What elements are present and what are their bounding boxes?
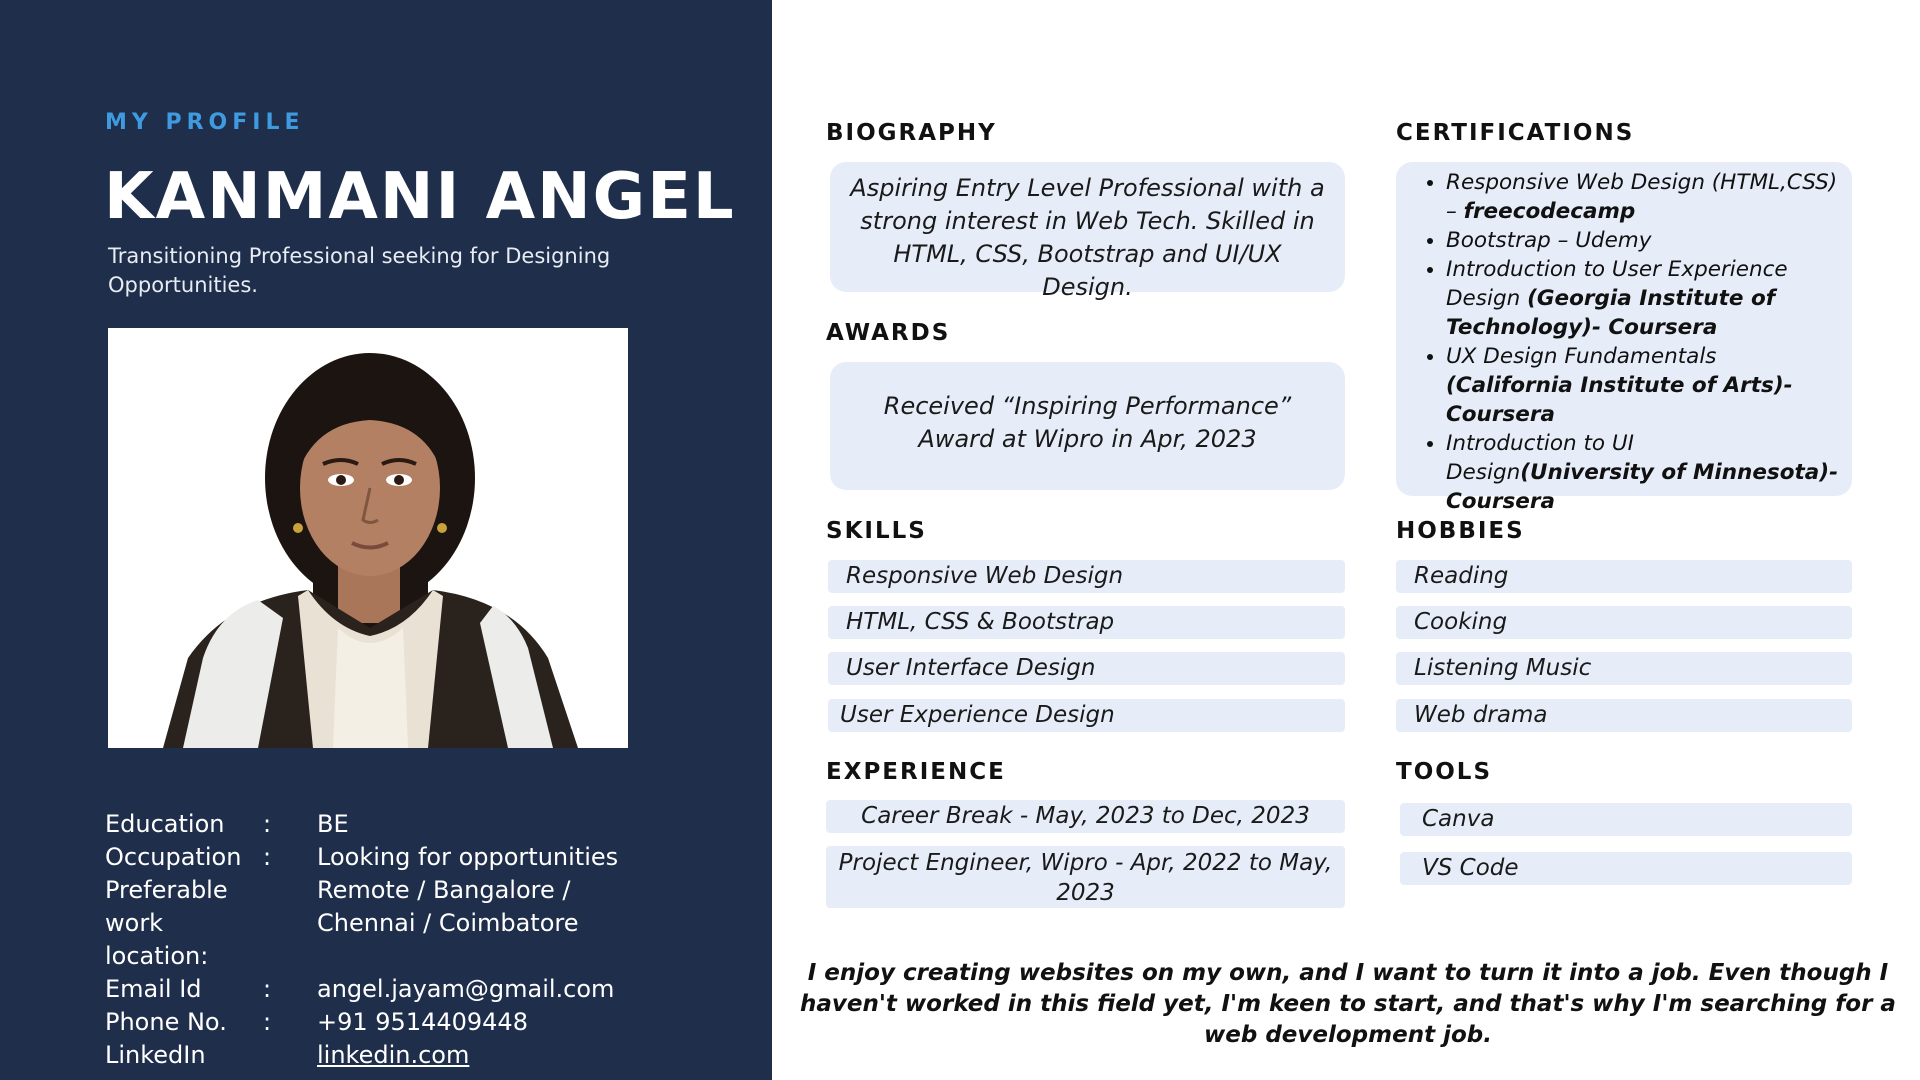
cert-item: [1446, 226, 1844, 255]
awards-text: Received “Inspiring Performance” Award at Wipro in Apr, 2023: [883, 392, 1292, 453]
tools-heading: TOOLS: [1396, 759, 1493, 785]
cert-item: [1446, 255, 1844, 342]
info-label: Education: [105, 810, 225, 838]
info-row-linkedin: [105, 1039, 745, 1072]
hobby-item: Cooking: [1396, 606, 1852, 639]
info-value: Remote / Bangalore /: [317, 876, 571, 904]
info-label: Occupation: [105, 843, 242, 871]
info-label: Preferable: [105, 876, 228, 904]
info-row-email: [105, 973, 745, 1006]
skill-item: Responsive Web Design: [828, 560, 1345, 593]
email-value: angel.jayam@gmail.com: [317, 975, 615, 1003]
skills-heading: SKILLS: [826, 518, 927, 544]
biography-card: [830, 162, 1345, 301]
phone-value: +91 9514409448: [317, 1008, 528, 1036]
cert-provider: (California Institute of Arts)- Coursera: [1446, 373, 1793, 427]
info-colon: :: [263, 810, 272, 838]
profile-eyebrow: MY PROFILE: [105, 110, 305, 135]
linkedin-cell: [317, 1039, 745, 1072]
biography-heading: BIOGRAPHY: [826, 120, 997, 146]
biography-text: Aspiring Entry Level Professional with a strong interest in Web Tech. Skilled in HTML, CSS, Bootstrap and UI/UX Design.: [850, 174, 1325, 301]
profile-photo: [108, 328, 628, 748]
info-label: Phone No.: [105, 1008, 227, 1036]
info-row-occupation: [105, 841, 745, 874]
experience-heading: EXPERIENCE: [826, 759, 1006, 785]
cert-item: [1446, 168, 1844, 226]
awards-card: [830, 362, 1345, 490]
info-colon: :: [263, 1008, 272, 1036]
tool-item: VS Code: [1400, 852, 1852, 885]
info-label: work location:: [105, 909, 209, 970]
info-colon: [263, 907, 317, 973]
profile-panel: [0, 0, 772, 1080]
info-colon: :: [263, 975, 272, 1003]
tool-item: Canva: [1400, 803, 1852, 836]
cert-text: Responsive Web Design (HTML,CSS) –: [1446, 170, 1838, 224]
info-value: Chennai / Coimbatore: [317, 909, 579, 937]
experience-item: Project Engineer, Wipro - Apr, 2022 to May, 2023: [826, 846, 1345, 908]
hobbies-heading: HOBBIES: [1396, 518, 1525, 544]
certifications-heading: CERTIFICATIONS: [1396, 120, 1635, 146]
info-row-location-cont: [105, 907, 745, 973]
skill-item: User Experience Design: [828, 699, 1345, 732]
cert-provider: (Georgia Institute of Technology)- Coursera: [1446, 286, 1776, 340]
certifications-list: [1396, 168, 1844, 516]
linkedin-link[interactable]: linkedin.com: [317, 1041, 470, 1069]
cert-text: Introduction to UI Design: [1446, 431, 1634, 485]
certifications-card: [1396, 162, 1852, 514]
profile-name: KANMANI ANGEL: [104, 160, 736, 234]
cert-text: UX Design Fundamentals: [1446, 344, 1717, 369]
cert-item: [1446, 429, 1844, 516]
skill-item: HTML, CSS & Bootstrap: [828, 606, 1345, 639]
info-colon: [263, 1039, 317, 1072]
awards-heading: AWARDS: [826, 320, 951, 346]
hobby-item: Web drama: [1396, 699, 1852, 732]
profile-tagline: Transitioning Professional seeking for Designing Opportunities.: [108, 244, 611, 297]
hobby-item: Reading: [1396, 560, 1852, 593]
info-colon: [263, 874, 317, 907]
info-colon: :: [263, 843, 272, 871]
info-value: BE: [317, 810, 349, 838]
person-portrait-icon: [108, 328, 628, 748]
info-row-education: [105, 808, 745, 841]
cert-text: Introduction to User Experience Design: [1446, 257, 1788, 311]
cert-text: Bootstrap – Udemy: [1446, 228, 1652, 253]
cert-item: [1446, 342, 1844, 429]
info-row-location: [105, 874, 745, 907]
cert-provider: (University of Minnesota)- Coursera: [1446, 460, 1839, 514]
hobby-item: Listening Music: [1396, 652, 1852, 685]
info-label: Email Id: [105, 975, 202, 1003]
info-label: LinkedIn: [105, 1041, 206, 1069]
info-row-phone: [105, 1006, 745, 1039]
experience-item: Career Break - May, 2023 to Dec, 2023: [826, 800, 1345, 833]
personal-info: [105, 808, 745, 1072]
closing-statement: I enjoy creating websites on my own, and I want to turn it into a job. Even though I haven't worked in this field yet, I'm keen to start, and that's why I'm searching for a web development job.: [800, 960, 1896, 1048]
skill-item: User Interface Design: [828, 652, 1345, 685]
info-value: Looking for opportunities: [317, 843, 619, 871]
cert-provider: freecodecamp: [1463, 199, 1636, 224]
